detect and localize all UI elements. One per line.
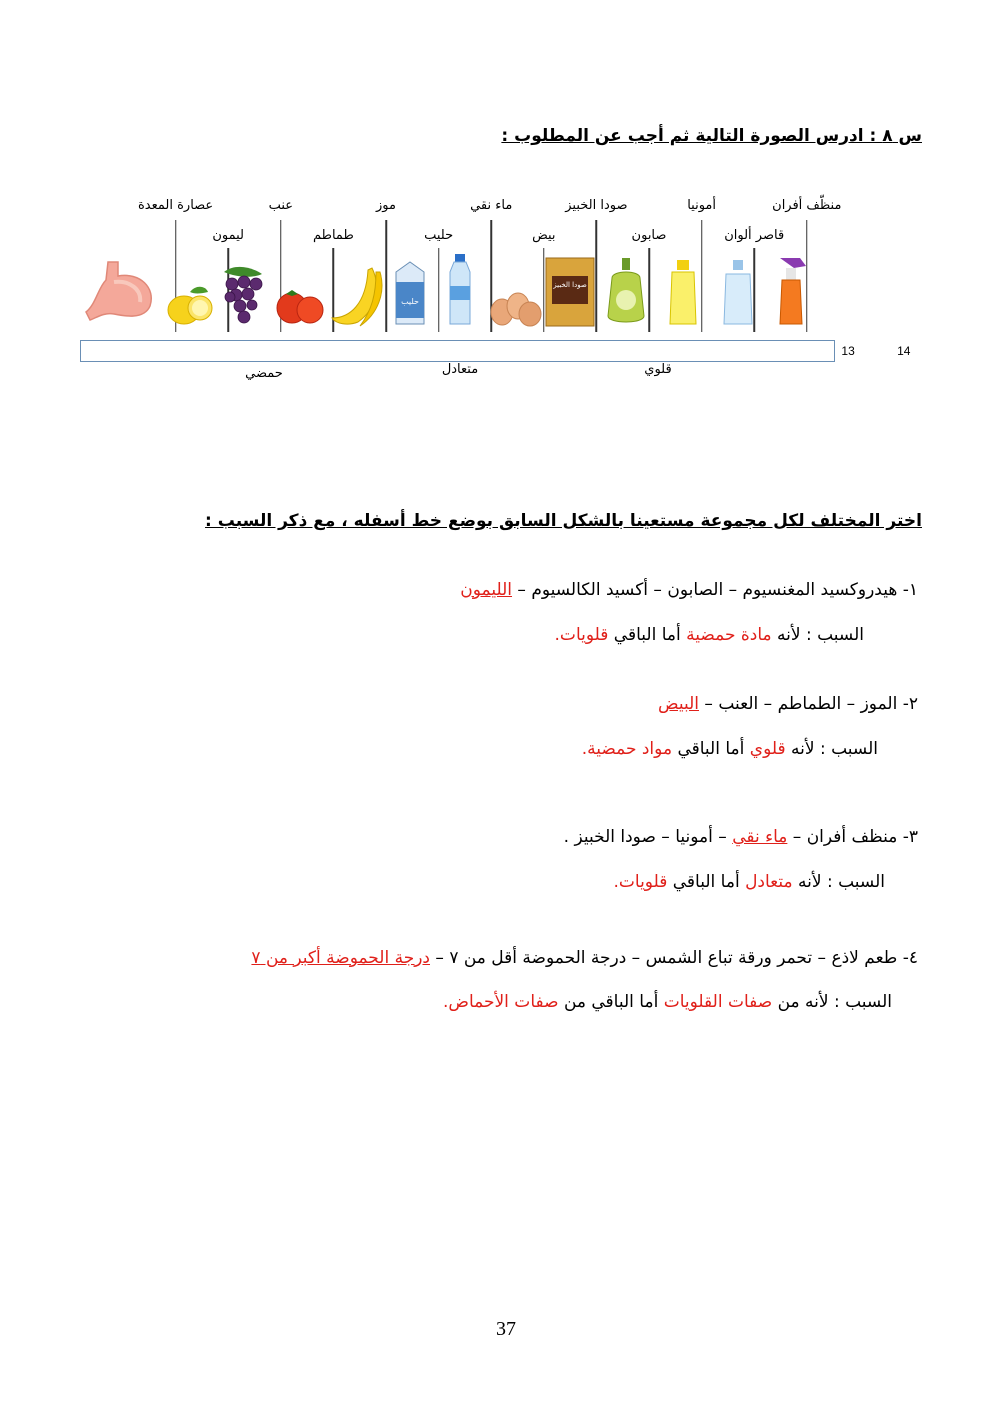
item-1-number: ١- xyxy=(902,580,918,600)
tomato-icon xyxy=(272,282,328,328)
item-1-option-1: هيدروكسيد المغنسيوم xyxy=(742,580,898,600)
water-bottle-icon xyxy=(446,252,474,328)
question-8-title: س ٨ : ادرس الصورة التالية ثم أجب عن المطلوب : xyxy=(501,126,922,146)
ph-scale-number: 13 xyxy=(841,344,855,358)
item-1-option-2: الصابون xyxy=(667,580,724,600)
lemon-icon xyxy=(164,282,214,328)
ph-item-label: عصارة المعدة xyxy=(137,198,214,213)
grapes-icon xyxy=(216,264,270,330)
soap-bottle-icon xyxy=(604,256,648,328)
ph-item-label: ليمون xyxy=(212,228,245,243)
item-1-answer: الليمون xyxy=(460,580,513,600)
item-4-reason: السبب : لأنه من صفات القلويات أما الباقي من صفات الأحماض. xyxy=(443,992,892,1012)
item-2-reason-rest: مواد حمضية. xyxy=(581,739,673,759)
baking-soda-icon xyxy=(544,256,596,328)
milk-carton-label: حليب xyxy=(401,297,419,306)
item-4-reason-rest: صفات الأحماض. xyxy=(443,992,559,1012)
item-3-reason-key: متعادل xyxy=(745,872,793,892)
ph-item-label: صودا الخبيز xyxy=(565,198,628,213)
ph-item-pointer xyxy=(648,248,650,332)
item-2-reason: السبب : لأنه قلوي أما الباقي مواد حمضية. xyxy=(581,739,878,759)
item-2-option-1: الموز xyxy=(860,694,898,714)
milk-carton-icon xyxy=(392,258,430,328)
ph-scale-figure xyxy=(78,186,911,382)
item-4-number: ٤- xyxy=(902,948,918,968)
item-4-option-1: طعم لاذع xyxy=(831,948,898,968)
item-3-number: ٣- xyxy=(902,827,918,847)
ph-item-label: بيض xyxy=(532,228,556,243)
oven-cleaner-spray-icon xyxy=(772,252,812,328)
item-1-reason: السبب : لأنه مادة حمضية أما الباقي قلويات. xyxy=(554,625,864,645)
ph-item-label: صابون xyxy=(631,228,667,243)
item-2-option-3: العنب xyxy=(718,694,759,714)
item-2-option-2: الطماطم xyxy=(777,694,842,714)
item-2-line: ٢- الموز – الطماطم – العنب – البيض xyxy=(658,694,918,714)
item-3-answer: ماء نقي xyxy=(732,827,788,847)
item-3-line: ٣- منظف أفران – ماء نقي – أمونيا – صودا الخبيز . xyxy=(563,827,918,847)
item-2-answer: البيض xyxy=(658,694,699,714)
item-4-answer: درجة الحموضة أكبر من ٧ xyxy=(251,948,430,968)
ph-item-label: طماطم xyxy=(312,228,354,243)
item-1-reason-rest: قلويات. xyxy=(554,625,609,645)
item-2-number: ٢- xyxy=(902,694,918,714)
ammonia-bottle-icon xyxy=(666,258,700,328)
ph-item-pointer xyxy=(701,220,703,332)
instruction-text: اختر المختلف لكل مجموعة مستعينا بالشكل السابق بوضع خط أسفله ، مع ذكر السبب : xyxy=(205,511,922,531)
ph-item-label: أمونيا xyxy=(687,198,716,213)
item-3-option-1: منظف أفران xyxy=(806,827,898,847)
ph-scale-number: 14 xyxy=(897,344,911,358)
ph-item-label: ماء نقي xyxy=(470,198,513,213)
bleach-bottle-icon xyxy=(720,258,756,328)
baking-soda-label: صودا الخبيز xyxy=(553,281,587,289)
ph-item-label: حليب xyxy=(424,228,454,243)
item-4-reason-key: صفات القلويات xyxy=(663,992,773,1012)
item-1-line: ١- هيدروكسيد المغنسيوم – الصابون – أكسيد الكالسيوم – الليمون xyxy=(460,580,918,600)
ph-item-label: موز xyxy=(376,198,396,213)
ph-item-label: عنب xyxy=(268,198,294,213)
ph-item-label: منظّف أفران xyxy=(772,198,842,213)
item-4-line: ٤- طعم لاذع – تحمر ورقة تباع الشمس – درجة الحموضة أقل من ٧ – درجة الحموضة أكبر من ٧ xyxy=(251,948,918,968)
item-3-option-2: أمونيا xyxy=(675,827,713,847)
item-1-option-3: أكسيد الكالسيوم xyxy=(531,580,649,600)
banana-icon xyxy=(328,264,388,330)
zone-acidic-label: حمضي xyxy=(245,366,283,381)
item-2-reason-key: قلوي xyxy=(749,739,786,759)
item-3-option-3: صودا الخبيز . xyxy=(563,827,656,847)
ph-scale-bar xyxy=(80,340,835,362)
page-number: 37 xyxy=(496,1318,516,1340)
item-3-reason-rest: قلويات. xyxy=(613,872,668,892)
zone-basic-label: قلوي xyxy=(644,362,672,377)
item-4-option-2: تحمر ورقة تباع الشمس xyxy=(645,948,813,968)
zone-neutral-label: متعادل xyxy=(441,362,479,377)
ph-item-label: قاصر ألوان xyxy=(724,228,785,243)
ph-item-pointer xyxy=(438,248,440,332)
item-3-reason: السبب : لأنه متعادل أما الباقي قلويات. xyxy=(613,872,885,892)
eggs-icon xyxy=(488,286,544,328)
stomach-icon xyxy=(84,258,158,328)
item-1-reason-key: مادة حمضية xyxy=(686,625,772,645)
item-4-option-3: درجة الحموضة أقل من ٧ xyxy=(449,948,627,968)
